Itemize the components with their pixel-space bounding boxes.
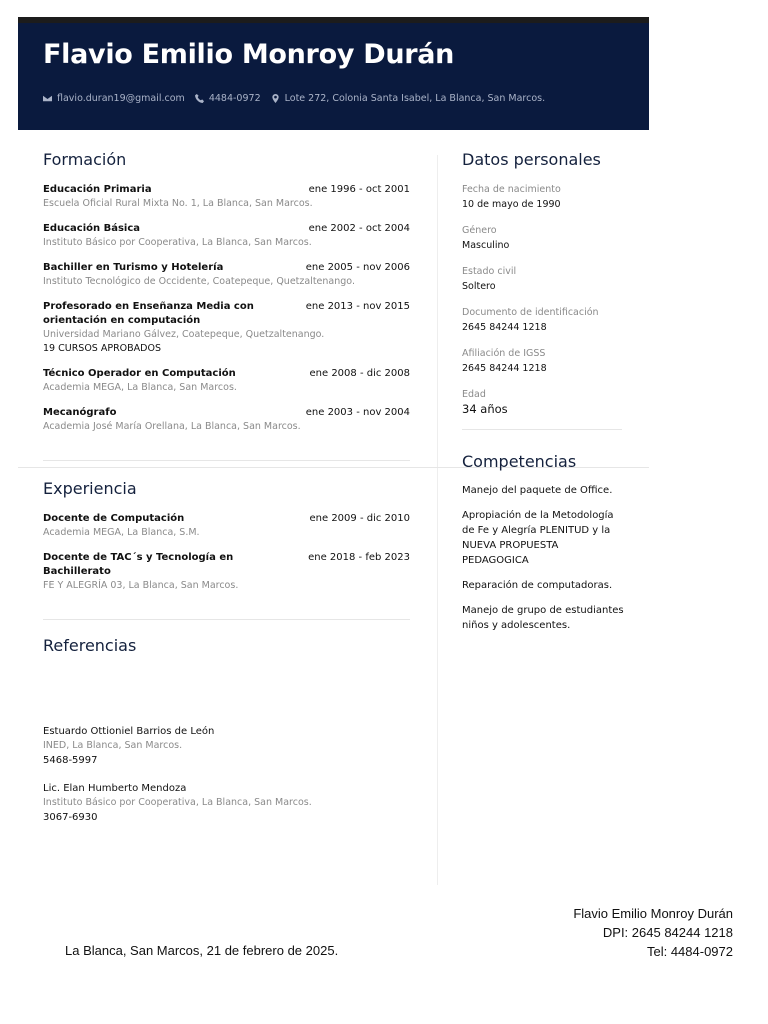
datos-value: 10 de mayo de 1990 (462, 199, 561, 210)
datos-label: Fecha de nacimiento (462, 184, 561, 195)
datos-label: Afiliación de IGSS (462, 348, 546, 359)
entry-place: Escuela Oficial Rural Mixta No. 1, La Blanca, San Marcos. (43, 198, 313, 209)
datos-value: 2645 84244 1218 (462, 363, 547, 374)
separator (43, 619, 410, 620)
reference-org: INED, La Blanca, San Marcos. (43, 740, 183, 751)
signature-dpi: DPI: 2645 84244 1218 (602, 925, 733, 940)
datos-value: Masculino (462, 240, 510, 251)
separator (43, 460, 410, 461)
entry-place: Academia MEGA, La Blanca, S.M. (43, 527, 200, 538)
datos-label: Edad (462, 389, 486, 400)
address-text: Lote 272, Colonia Santa Isabel, La Blanca, San Marcos. (284, 93, 546, 104)
formacion-entry (43, 222, 410, 250)
datos-item (462, 347, 627, 376)
entry-date: ene 2002 - oct 2004 (308, 223, 410, 234)
datos-item (462, 224, 627, 253)
formacion-entry (43, 406, 410, 434)
entry-place: Universidad Mariano Gálvez, Coatepeque, Quetzaltenango. (43, 329, 325, 340)
contact-phone (195, 93, 261, 104)
reference-org: Instituto Básico por Cooperativa, La Blanca, San Marcos. (43, 797, 312, 808)
email-text: flavio.duran19@gmail.com (57, 93, 185, 104)
entry-date: ene 2005 - nov 2006 (305, 262, 410, 273)
entry-title: Educación Básica (43, 223, 141, 234)
referencias-title: Referencias (43, 636, 137, 655)
entry-title: Educación Primaria (43, 184, 152, 195)
signature-name: Flavio Emilio Monroy Durán (573, 906, 733, 921)
contact-email[interactable] (43, 93, 185, 104)
datos-value: 2645 84244 1218 (462, 322, 547, 333)
competencia-item: Manejo del paquete de Office. (462, 485, 613, 496)
phone-text: 4484-0972 (208, 93, 261, 104)
datos-title: Datos personales (462, 150, 601, 169)
entry-place: Instituto Básico por Cooperativa, La Blanca, San Marcos. (43, 237, 312, 248)
competencia-item: Reparación de computadoras. (462, 580, 613, 591)
entry-note: 19 CURSOS APROBADOS (43, 343, 161, 354)
entry-date: ene 2008 - dic 2008 (309, 368, 410, 379)
datos-item (462, 388, 627, 417)
competencia-item: Apropiación de la Metodología de Fe y Alegría PLENITUD y la NUEVA PROPUESTA PEDAGOGICA (462, 510, 614, 566)
datos-label: Estado civil (462, 266, 517, 277)
place-date: La Blanca, San Marcos, 21 de febrero de 2025. (65, 943, 339, 958)
entry-date: ene 2018 - feb 2023 (308, 552, 410, 563)
reference-name: Estuardo Ottioniel Barrios de León (43, 726, 215, 737)
formacion-entry (43, 183, 410, 211)
formacion-title: Formación (43, 150, 127, 169)
cv-name: Flavio Emilio Monroy Durán (43, 39, 455, 70)
datos-label: Documento de identificación (462, 307, 599, 318)
entry-title: Mecanógrafo (43, 407, 117, 418)
reference-phone: 5468-5997 (43, 755, 98, 766)
entry-place: FE Y ALEGRÍA 03, La Blanca, San Marcos. (43, 580, 239, 591)
entry-title: Técnico Operador en Computación (43, 368, 236, 379)
left-column (43, 150, 410, 836)
reference-name: Lic. Elan Humberto Mendoza (43, 783, 187, 794)
reference-phone: 3067-6930 (43, 812, 98, 823)
entry-place: Academia José María Orellana, La Blanca, San Marcos. (43, 421, 301, 432)
datos-item (462, 306, 627, 335)
signature-block (573, 904, 733, 961)
entry-title: Docente de Computación (43, 513, 185, 524)
entry-place: Instituto Tecnológico de Occidente, Coatepeque, Quetzaltenango. (43, 276, 355, 287)
entry-title: Bachiller en Turismo y Hotelería (43, 262, 224, 273)
reference-entry (43, 725, 410, 768)
contact-address (271, 93, 546, 104)
column-divider (437, 155, 438, 885)
reference-entry (43, 782, 410, 825)
cv-header (18, 17, 649, 130)
entry-date: ene 2009 - dic 2010 (309, 513, 410, 524)
entry-title: Profesorado en Enseñanza Media con orientación en computación (43, 301, 254, 326)
entry-date: ene 1996 - oct 2001 (308, 184, 410, 195)
formacion-entry (43, 367, 410, 395)
experiencia-entry (43, 512, 410, 540)
signature-tel: Tel: 4484-0972 (646, 944, 733, 959)
datos-item (462, 265, 627, 294)
datos-value: 34 años (462, 402, 508, 416)
contact-bar (43, 93, 545, 104)
separator (462, 429, 622, 430)
entry-place: Academia MEGA, La Blanca, San Marcos. (43, 382, 237, 393)
entry-title: Docente de TAC´s y Tecnología en Bachillerato (43, 552, 234, 577)
envelope-icon (43, 94, 52, 103)
datos-value: Soltero (462, 281, 496, 292)
competencia-item: Manejo de grupo de estudiantes niños y adolescentes. (462, 605, 624, 631)
map-pin-icon (271, 94, 280, 103)
datos-label: Género (462, 225, 497, 236)
entry-date: ene 2013 - nov 2015 (305, 301, 410, 312)
formacion-entry (43, 300, 410, 356)
experiencia-entry (43, 551, 410, 593)
formacion-entry (43, 261, 410, 289)
entry-date: ene 2003 - nov 2004 (305, 407, 410, 418)
experiencia-title: Experiencia (43, 479, 137, 498)
right-column (462, 150, 627, 643)
competencias-title: Competencias (462, 452, 577, 471)
phone-icon (195, 94, 204, 103)
datos-item (462, 183, 627, 212)
